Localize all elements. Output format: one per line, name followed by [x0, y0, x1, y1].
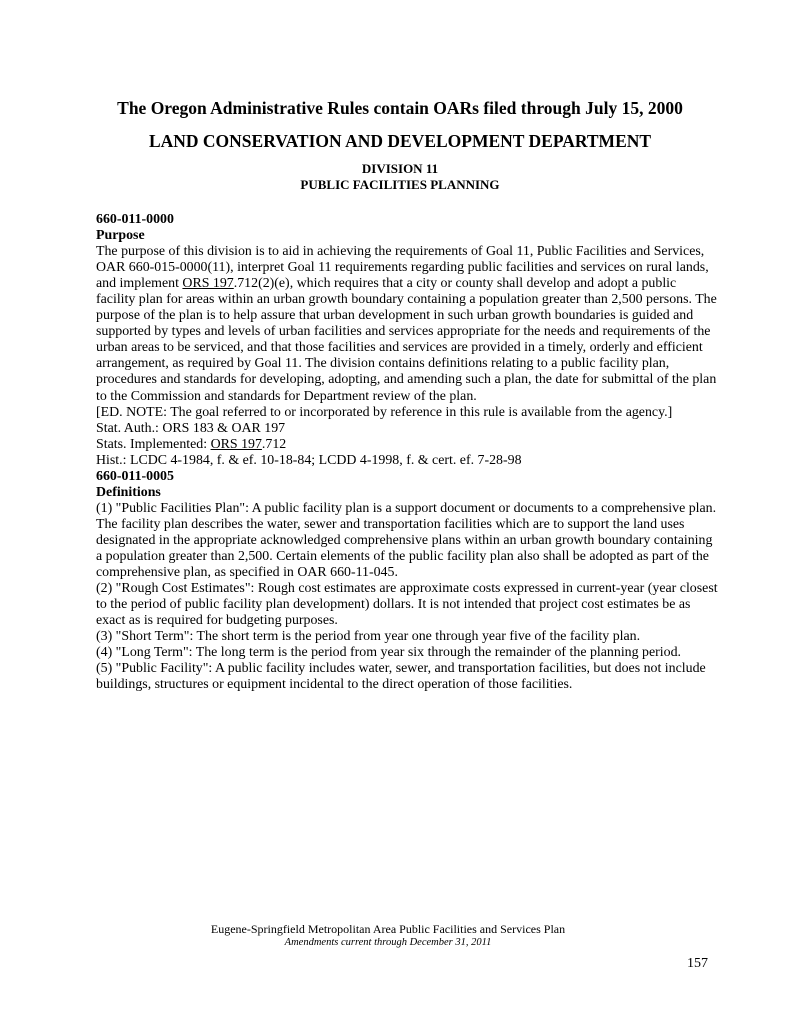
- division-title: PUBLIC FACILITIES PLANNING: [300, 177, 500, 192]
- definition-item: (4) "Long Term": The long term is the period from year six through the remainder of the planning period.: [96, 645, 682, 661]
- ors-link[interactable]: ORS 197: [182, 276, 234, 292]
- stat-auth: Stat. Auth.: ORS 183 & OAR 197: [96, 420, 286, 436]
- department-heading: LAND CONSERVATION AND DEVELOPMENT DEPARTMENT: [148, 131, 652, 151]
- definition-item: (3) "Short Term": The short term is the period from year one through year five of the facility plan.: [96, 629, 641, 645]
- footer-plan-title: Eugene-Springfield Metropolitan Area Public Facilities and Services Plan: [210, 922, 566, 936]
- stats-implemented-suffix: .712: [261, 436, 287, 452]
- stats-implemented: [96, 437, 718, 453]
- stats-implemented-label: Stats. Implemented:: [96, 436, 211, 452]
- division-number: DIVISION 11: [361, 161, 439, 176]
- page-number: 157: [687, 956, 708, 971]
- definition-item: (5) "Public Facility": A public facility includes water, sewer, and transportation facilities, but does not include buildings, structures or equipment incidental to the direct operation of those facilities.: [96, 661, 706, 693]
- rule-number: 660-011-0000: [96, 212, 174, 227]
- rules-body: [96, 212, 718, 693]
- rule-heading: Purpose: [96, 228, 145, 244]
- division-heading: [0, 161, 800, 193]
- ed-note: [ED. NOTE: The goal referred to or incorporated by reference in this rule is available from the agency.]: [96, 404, 673, 420]
- page-title: The Oregon Administrative Rules contain OARs filed through July 15, 2000: [117, 98, 683, 118]
- paragraph-text: The purpose of this division is to aid in achieving the requirements of Goal 11, Public Facilities and Services, OAR 660-015-0000(11), interpret Goal 11 requirements regarding public facilities and services on rural lands, and implement: [96, 244, 709, 292]
- definition-item: (1) "Public Facilities Plan": A public facility plan is a support document or documents to a comprehensive plan. The facility plan describes the water, sewer and transportation facilities which are to support the land uses designated in the appropriate acknowledged comprehensive plans within an urban growth boundary containing a population greater than 2,500. Certain elements of the public facility plan also shall be adopted as part of the comprehensive plan, as specified in OAR 660-11-045.: [96, 500, 717, 581]
- rule-number: 660-011-0005: [96, 468, 174, 484]
- footer-amendments: Amendments current through December 31, 2011: [284, 937, 492, 948]
- paragraph-text: .712(2)(e), which requires that a city or county shall develop and adopt a public facility plan for areas within an urban growth boundary containing a population greater than 2,500 persons. The purpose of the plan is to help assure that urban development in such urban growth boundaries is guided and supported by types and levels of urban facilities and services appropriate for the needs and requirements of the urban areas to be serviced, and that those facilities and services are provided in a timely, orderly and efficient arrangement, as required by Goal 11. The division contains definitions relating to a public facility plan, procedures and standards for developing, adopting, and amending such a plan, the date for submittal of the plan to the Commission and standards for Department review of the plan.: [96, 276, 717, 404]
- rule-paragraph: [96, 244, 718, 404]
- definition-item: (2) "Rough Cost Estimates": Rough cost estimates are approximate costs expressed in current-year (year closest to the period of public facility plan development) dollars. It is not intended that project cost estimates be as exact as is required for budgeting purposes.: [96, 581, 718, 629]
- page-footer: [0, 922, 776, 950]
- rule-heading: Definitions: [96, 484, 161, 500]
- ors-link[interactable]: ORS 197: [210, 436, 262, 452]
- history: Hist.: LCDC 4-1984, f. & ef. 10-18-84; LCDD 4-1998, f. & cert. ef. 7-28-98: [96, 452, 522, 468]
